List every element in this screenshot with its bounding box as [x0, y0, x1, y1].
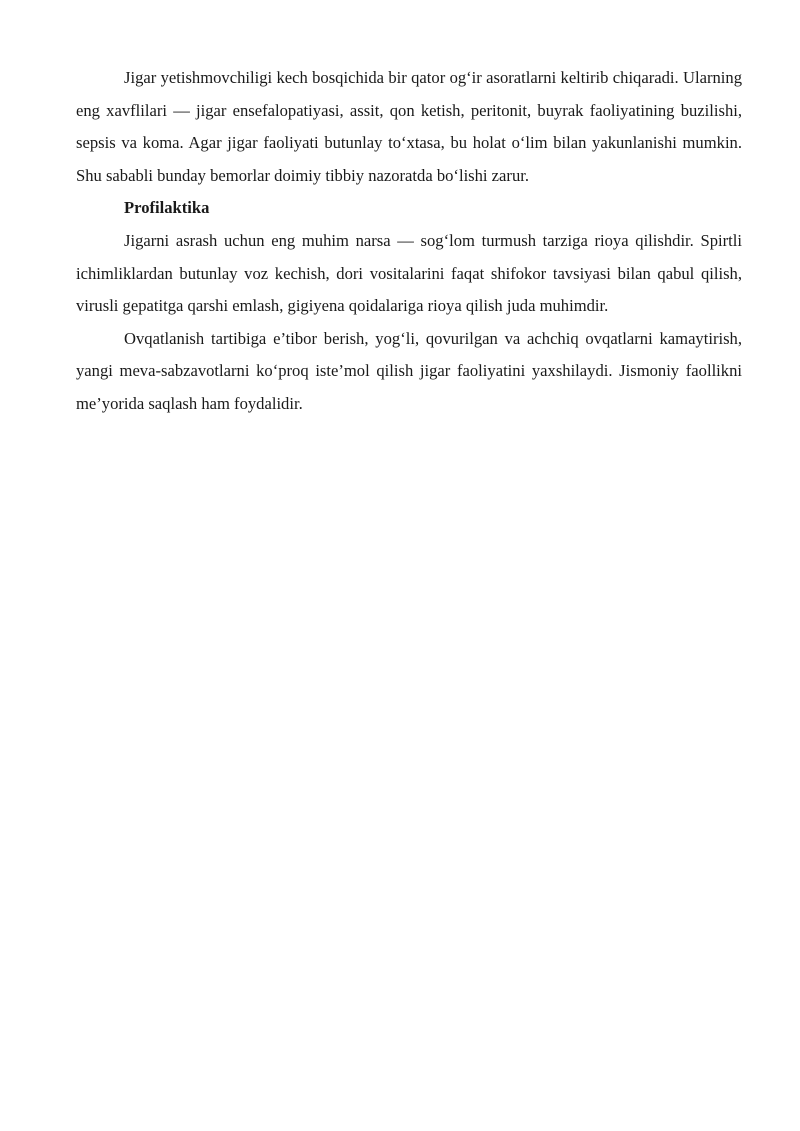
section-heading-prevention: Profilaktika	[124, 198, 210, 218]
document-page	[76, 62, 742, 421]
paragraph-nutrition: Ovqatlanish tartibiga e’tibor berish, yog‘li, qovurilgan va achchiq ovqatlarni kamaytirish, yangi meva-sabzavotlarni ko‘proq iste’mol qilish jigar faoliyatini yaxshilaydi. Jismoniy faollikni me’yorida saqlash ham foydalidir.	[76, 328, 742, 413]
paragraph-lifestyle: Jigarni asrash uchun eng muhim narsa — sog‘lom turmush tarziga rioya qilishdir. Spirtli ichimliklardan butunlay voz kechish, dori vositalarini faqat shifokor tavsiyasi bilan qabul qilish, virusli gepatitga qarshi emlash, gigiyena qoidalariga rioya qilish juda muhimdir.	[76, 230, 742, 316]
paragraph-complications: Jigar yetishmovchiligi kech bosqichida bir qator og‘ir asoratlarni keltirib chiqaradi. Ularning eng xavflilari — jigar ensefalopatiyasi, assit, qon ketish, peritonit, buyrak faoliyatining buzilishi, sepsis va koma. Agar jigar faoliyati butunlay to‘xtasa, bu holat o‘lim bilan yakunlanishi mumkin. Shu sababli bunday bemorlar doimiy tibbiy nazoratda bo‘lishi zarur.	[76, 68, 742, 185]
